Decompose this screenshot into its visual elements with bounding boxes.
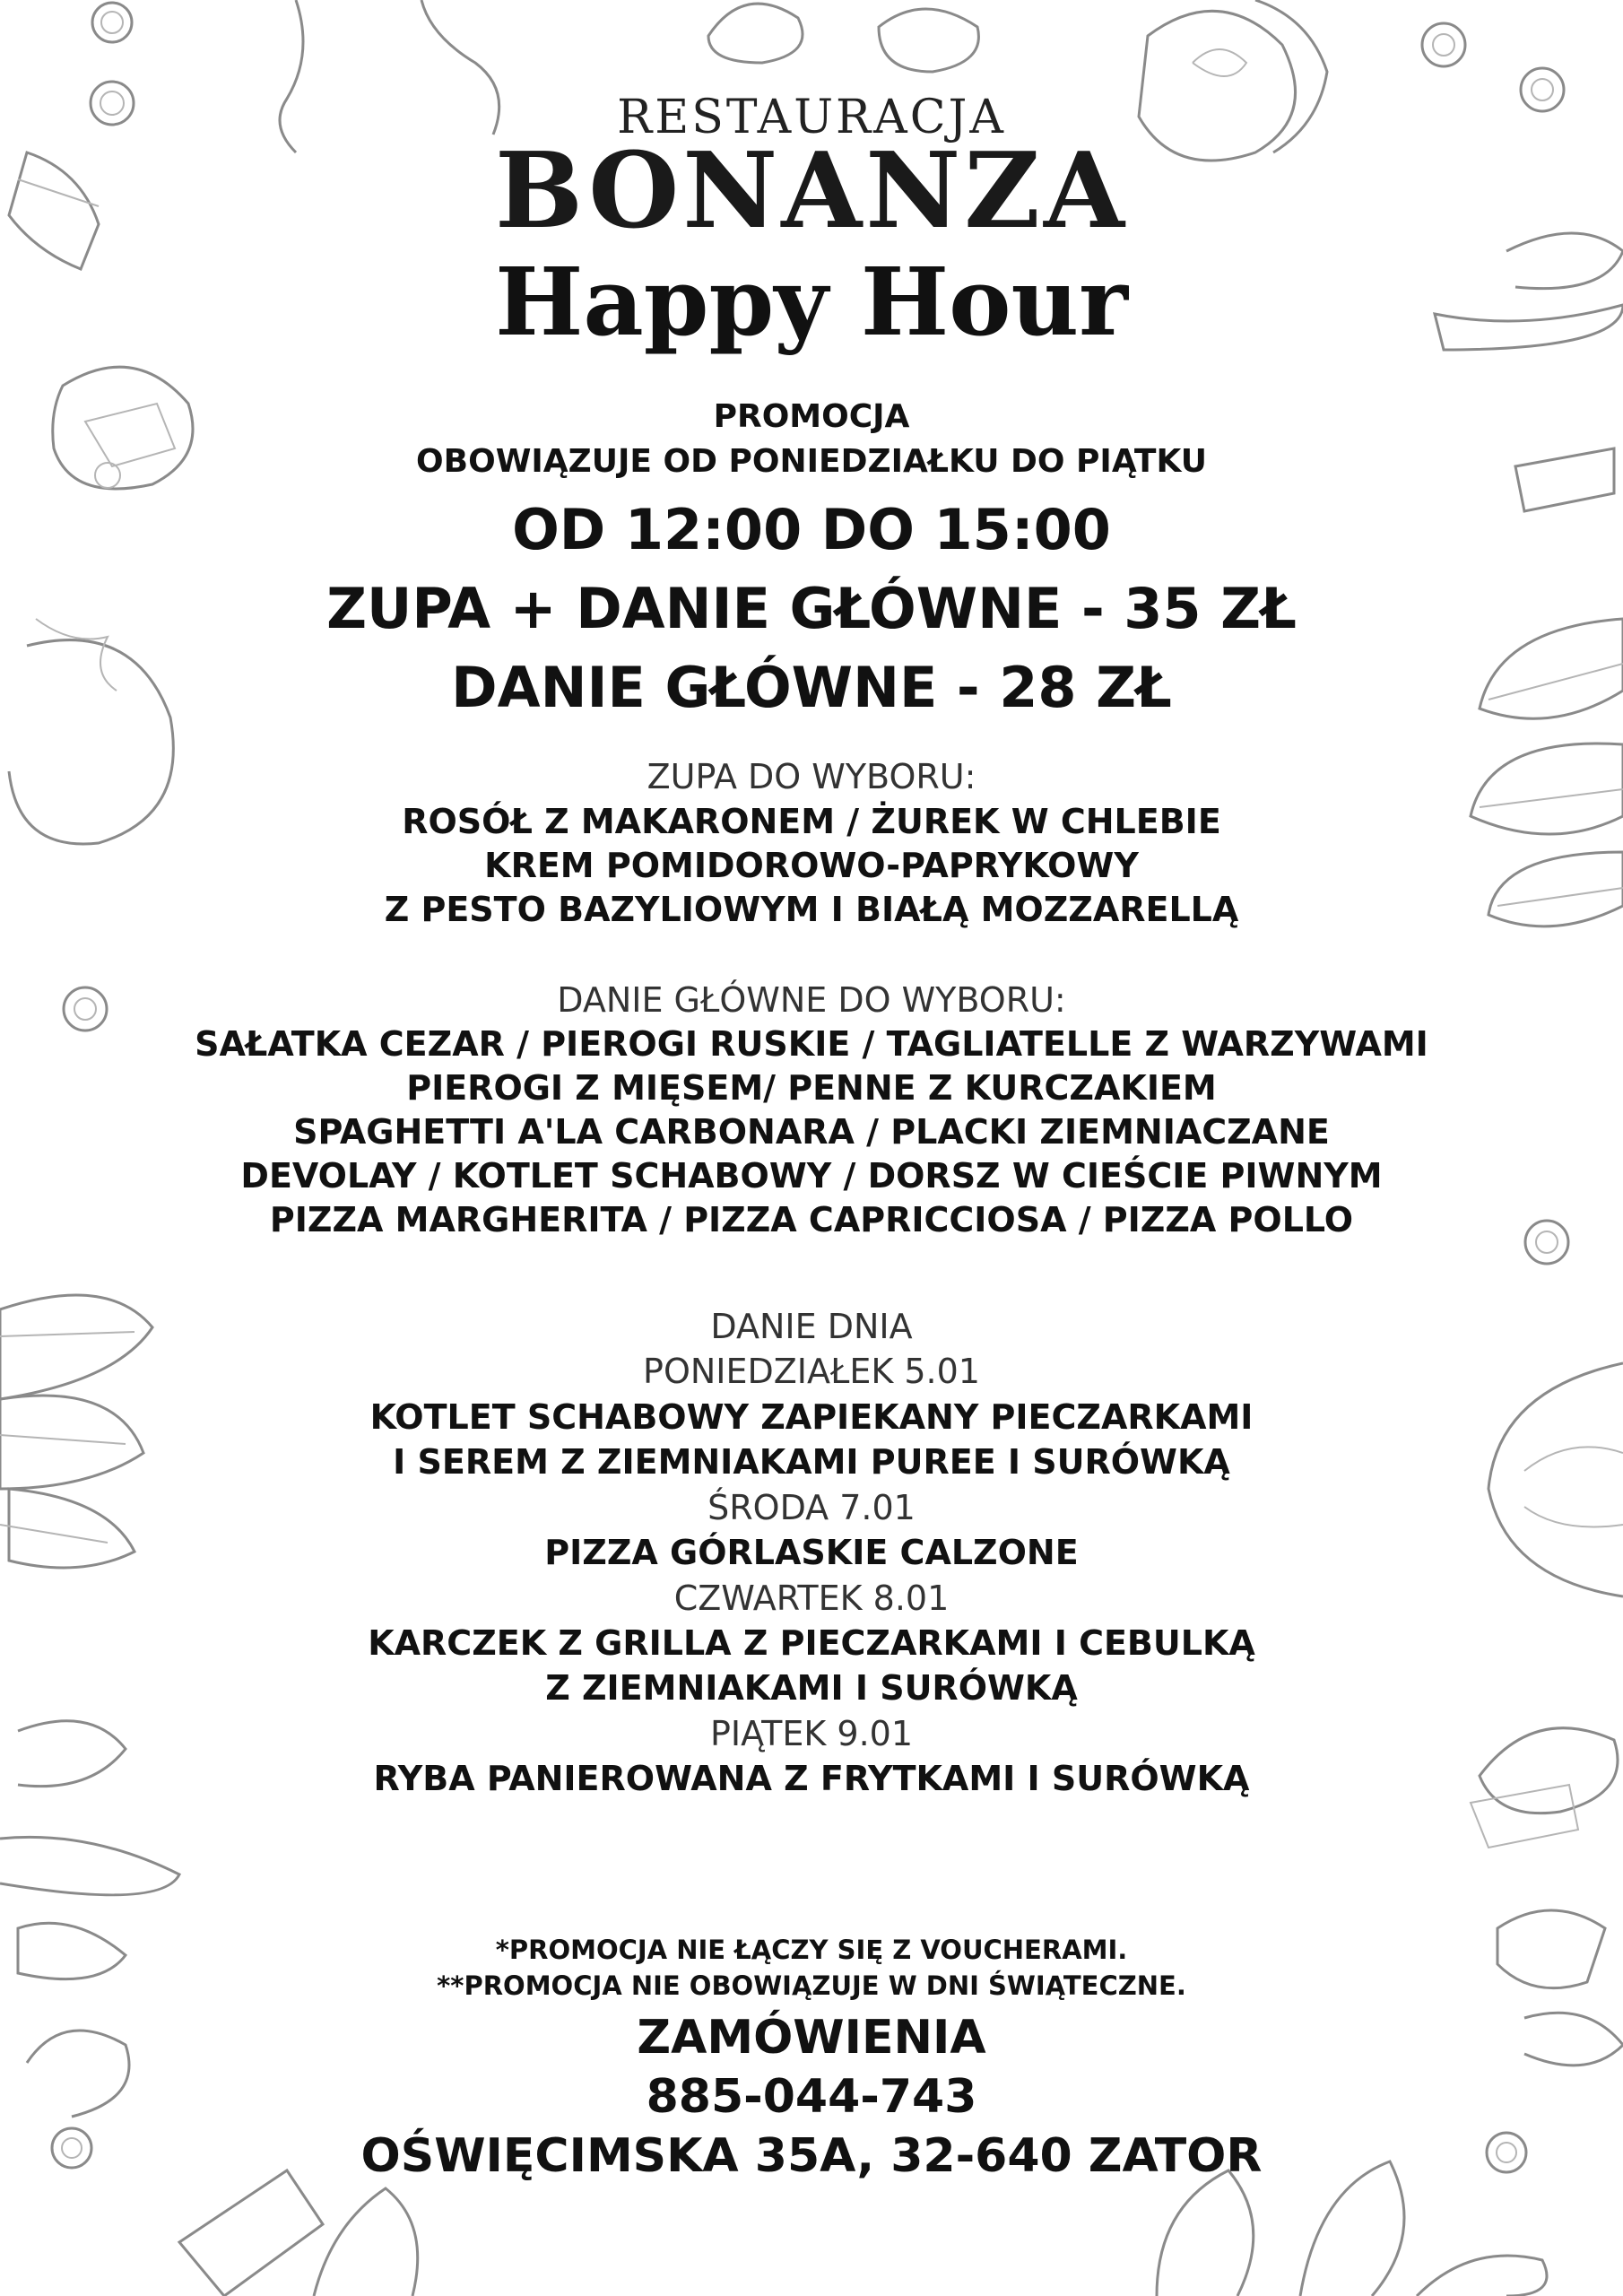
mains-heading: DANIE GŁÓWNE DO WYBORU: (557, 980, 1066, 1020)
page-title: Happy Hour (495, 247, 1128, 357)
footnote-holidays: **PROMOCJA NIE OBOWIĄZUJE W DNI ŚWIĄTECZNE. (437, 1970, 1186, 2001)
restaurant-label: RESTAURACJA (617, 91, 1006, 144)
daily-dish: RYBA PANIEROWANA Z FRYTKAMI I SURÓWKĄ (373, 1759, 1250, 1798)
phone-number: 885-044-743 (646, 2070, 977, 2124)
daily-day: PIĄTEK 9.01 (710, 1714, 913, 1753)
daily-day: PONIEDZIAŁEK 5.01 (643, 1352, 980, 1391)
soup-line: KREM POMIDOROWO-PAPRYKOWY (484, 846, 1139, 885)
main-line: SAŁATKA CEZAR / PIEROGI RUSKIE / TAGLIATELLE Z WARZYWAMI (195, 1024, 1428, 1064)
daily-day: CZWARTEK 8.01 (673, 1578, 950, 1618)
promo-line: PROMOCJA (713, 398, 910, 435)
brand-logo-text: BONANZA (495, 130, 1128, 252)
promo-days: OBOWIĄZUJE OD PONIEDZIAŁKU DO PIĄTKU (416, 443, 1207, 480)
main-line: PIEROGI Z MIĘSEM/ PENNE Z KURCZAKIEM (406, 1068, 1217, 1108)
promo-offer-main: DANIE GŁÓWNE - 28 ZŁ (451, 655, 1172, 720)
soup-line: Z PESTO BAZYLIOWYM I BIAŁĄ MOZZARELLĄ (384, 890, 1239, 929)
daily-dish: KOTLET SCHABOWY ZAPIEKANY PIECZARKAMI (369, 1397, 1254, 1437)
orders-label: ZAMÓWIENIA (637, 2011, 986, 2065)
daily-dish: PIZZA GÓRLASKIE CALZONE (544, 1533, 1079, 1572)
soup-line: ROSÓŁ Z MAKARONEM / ŻUREK W CHLEBIE (402, 802, 1221, 841)
main-line: SPAGHETTI A'LA CARBONARA / PLACKI ZIEMNIACZANE (293, 1112, 1330, 1152)
soups-heading: ZUPA DO WYBORU: (647, 757, 976, 796)
daily-dish: KARCZEK Z GRILLA Z PIECZARKAMI I CEBULKĄ (368, 1623, 1255, 1663)
daily-heading: DANIE DNIA (710, 1307, 913, 1346)
promo-hours: OD 12:00 DO 15:00 (512, 497, 1111, 562)
footnote-vouchers: *PROMOCJA NIE ŁĄCZY SIĘ Z VOUCHERAMI. (495, 1935, 1128, 1965)
promo-offer-set: ZUPA + DANIE GŁÓWNE - 35 ZŁ (326, 576, 1297, 641)
main-line: PIZZA MARGHERITA / PIZZA CAPRICCIOSA / PIZZA POLLO (269, 1200, 1354, 1239)
daily-dish: Z ZIEMNIAKAMI I SURÓWKĄ (545, 1668, 1078, 1708)
daily-day: ŚRODA 7.01 (707, 1488, 916, 1527)
main-line: DEVOLAY / KOTLET SCHABOWY / DORSZ W CIEŚCIE PIWNYM (240, 1156, 1383, 1196)
pasta-sketch-icon (0, 1721, 418, 2296)
address: OŚWIĘCIMSKA 35A, 32-640 ZATOR (360, 2129, 1263, 2183)
daily-dish: I SEREM Z ZIEMNIAKAMI PUREE I SURÓWKĄ (393, 1442, 1230, 1482)
